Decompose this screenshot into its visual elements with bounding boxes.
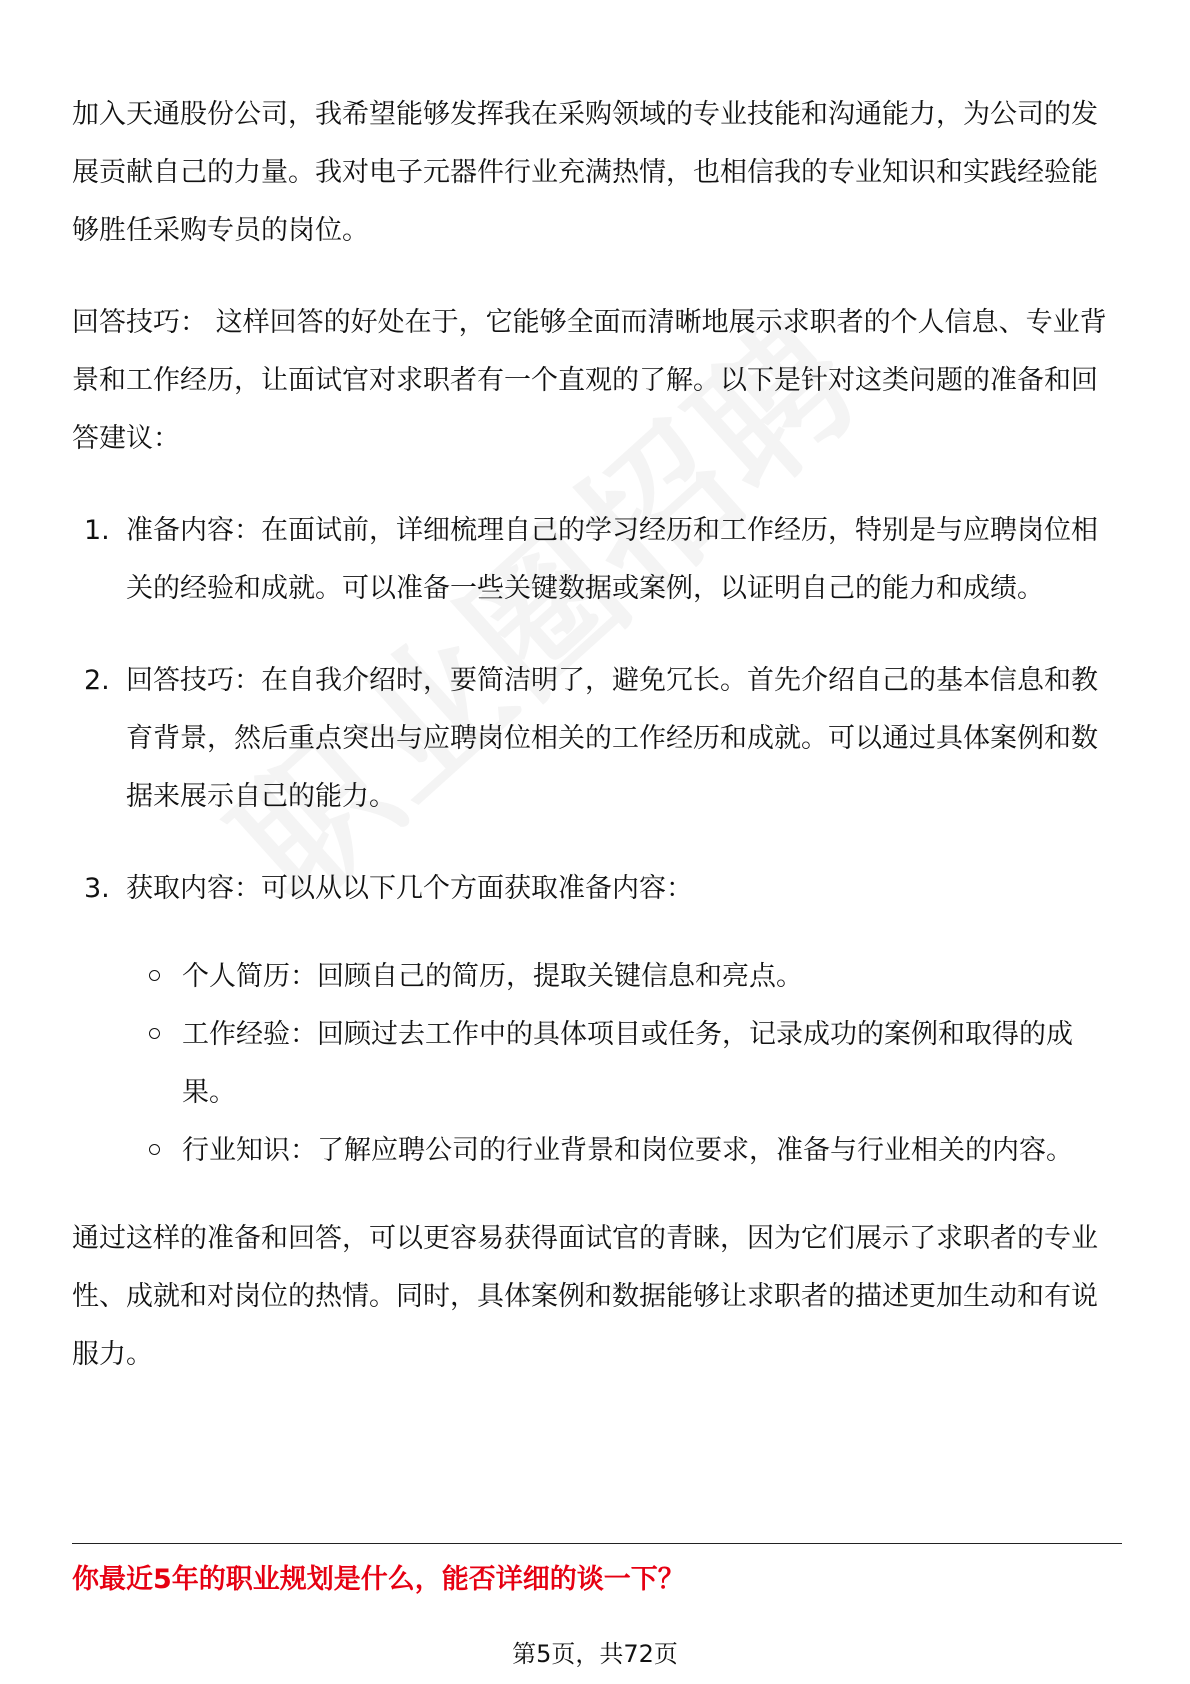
- list-item-text: 获取内容：可以从以下几个方面获取准备内容：: [126, 873, 693, 904]
- list-number: 1.: [84, 515, 110, 546]
- list-number: 2.: [84, 665, 110, 696]
- list-item-text: 准备内容：在面试前，详细梳理自己的学习经历和工作经历，特别是与应聘岗位相关的经验和成就。可以准备一些关键数据或案例，以证明自己的能力和成绩。: [126, 515, 1098, 604]
- sub-list-item-text: 个人简历：回顾自己的简历，提取关键信息和亮点。: [182, 961, 803, 992]
- sub-list-item: [72, 1006, 1122, 1122]
- list-item: [72, 502, 1122, 618]
- tips-paragraph: 回答技巧： 这样回答的好处在于，它能够全面而清晰地展示求职者的个人信息、专业背景和工作经历，让面试官对求职者有一个直观的了解。以下是针对这类问题的准备和回答建议：: [72, 307, 1107, 454]
- intro-paragraph: 加入天通股份公司，我希望能够发挥我在采购领域的专业技能和沟通能力，为公司的发展贡献自己的力量。我对电子元器件行业充满热情，也相信我的专业知识和实践经验能够胜任采购专员的岗位。: [72, 99, 1098, 246]
- list-item-text: 回答技巧：在自我介绍时，要简洁明了，避免冗长。首先介绍自己的基本信息和教育背景，然后重点突出与应聘岗位相关的工作经历和成就。可以通过具体案例和数据来展示自己的能力。: [126, 665, 1098, 812]
- sub-list-item-text: 行业知识：了解应聘公司的行业背景和岗位要求，准备与行业相关的内容。: [182, 1135, 1073, 1166]
- list-item: [72, 860, 1122, 918]
- list-item: [72, 652, 1122, 826]
- circle-bullet-icon: [149, 1144, 160, 1155]
- divider: [72, 1543, 1122, 1544]
- advice-list: [72, 502, 1122, 918]
- circle-bullet-icon: [149, 1028, 160, 1039]
- page-content: [72, 86, 1122, 1384]
- closing-paragraph: 通过这样的准备和回答，可以更容易获得面试官的青睐，因为它们展示了求职者的专业性、成就和对岗位的热情。同时，具体案例和数据能够让求职者的描述更加生动和有说服力。: [72, 1223, 1098, 1370]
- next-question-heading: 你最近5年的职业规划是什么，能否详细的谈一下？: [72, 1564, 685, 1595]
- sub-list-item: [72, 948, 1122, 1006]
- sub-list-item: [72, 1122, 1122, 1180]
- sub-list: [72, 948, 1122, 1180]
- page-number: 第5页，共72页: [512, 1640, 678, 1668]
- list-number: 3.: [84, 873, 110, 904]
- sub-list-item-text: 工作经验：回顾过去工作中的具体项目或任务，记录成功的案例和取得的成果。: [182, 1019, 1073, 1108]
- circle-bullet-icon: [149, 970, 160, 981]
